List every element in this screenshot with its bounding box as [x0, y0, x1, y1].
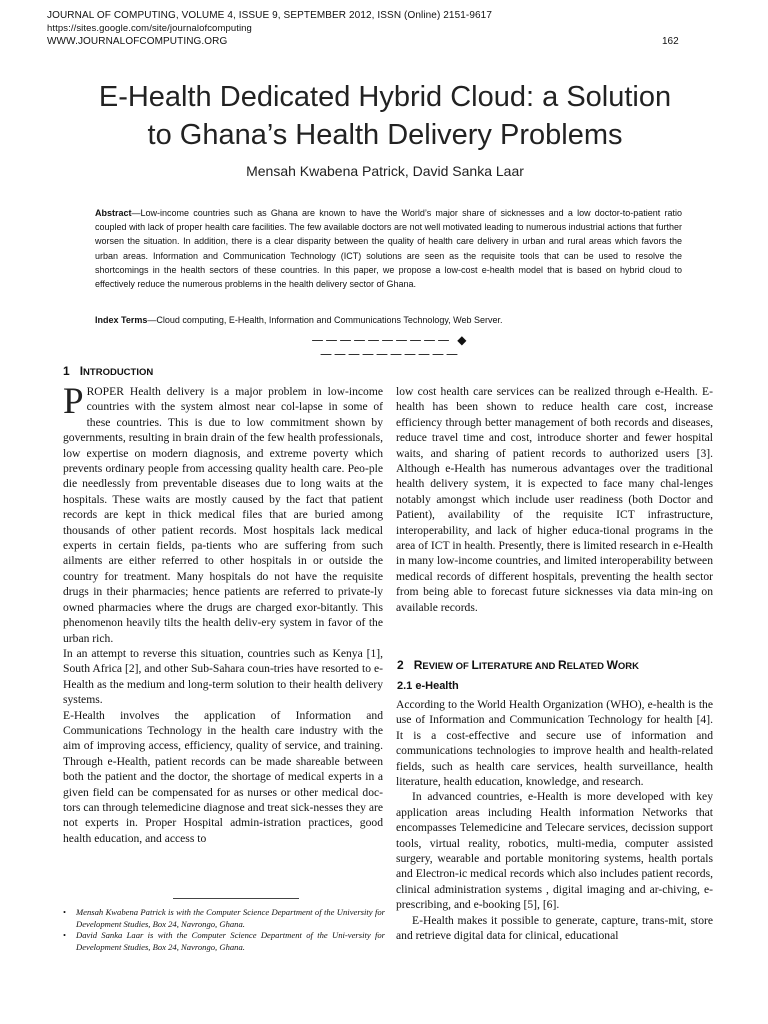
right-column-bottom	[396, 697, 713, 944]
section-2-title-part-6: ELATED	[566, 661, 607, 672]
page-number: 162	[662, 36, 679, 47]
abstract-text: —Low-income countries such as Ghana are known to have the World’s major share of sicknesses and a low doctor-to-patient ratio coupled with lack of proper health care facilities. The few available doctors are not well motivated leading to numerous industrial actions that further worsen the situation. In addition, there is a clear disparity between the quality of health care delivery in urban and rural areas which favors the urban areas. Information and Communication Technology (ICT) solutions are seen as the requisite tools that can be used to resolve the shortcomings in the health sectors of these countries. In this paper, we propose a low-cost e-health model that is based on hybrid cloud to effectively reduce the numerous problems in the health delivery sector of Ghana.	[95, 208, 682, 290]
footnote-rule	[173, 898, 299, 899]
section-1-title-rest: NTRODUCTION	[83, 367, 154, 378]
section-2-number: 2	[397, 658, 404, 672]
section-2-title-l: L	[471, 658, 479, 672]
section-2-title-w: W	[606, 658, 618, 672]
abstract	[95, 206, 682, 291]
section-2-title-r2: R	[557, 658, 567, 672]
review-paragraph-2: In advanced countries, e-Health is more developed with key application areas including Health information Networks that encompasses Telemedicine and Telecare services, decission support tools, virtual reality, robotics, multi-media, computer assisted surgery, wearable and portable monitoring systems, health portals and Electron-ic medical records which also includes patient records, clinical administration systems , digital imaging and ar-chiving, e-prescribing, and e-booking [5], [6].	[396, 790, 713, 912]
section-2-title-r: R	[413, 658, 423, 672]
abstract-label: Abstract	[95, 208, 132, 218]
journal-site-link[interactable]: https://sites.google.com/site/journalofcomputing	[47, 23, 252, 34]
title-line-2: to Ghana’s Health Delivery Problems	[147, 119, 623, 151]
section-1-title-initial: I	[79, 364, 84, 378]
index-terms-label: Index Terms	[95, 315, 148, 325]
section-separator: —————————— ◆ ——————————	[311, 333, 469, 361]
journal-header: JOURNAL OF COMPUTING, VOLUME 4, ISSUE 9, SEPTEMBER 2012, ISSN (Online) 2151-9617	[47, 10, 492, 21]
paper-title	[40, 78, 730, 154]
footnote-item: • David Sanka Laar is with the Computer Science Department of the Uni-versity for Development Studies, Box 24, Navrongo, Ghana.	[63, 930, 385, 953]
intro-paragraph-4: low cost health care services can be realized through e-Health. E-health has been shown to reduce health care cost, increase efficiency through better management of both records and diseases, reduce travel time and cost, introduce shorter and fewer hospital waits, and sharing of patient records to authorized users [3]. Although e-Health has numerous advantages over the traditional health delivery system, it is expected to face many chal-lenges notably amongst which include user readiness (both Doctor and Patient), availability of the requisite ICT infrastructure, interoperability, and lack of higher educa-tional programs in the area of ICT in health. Presently, there is limited research in e-Health in many low-income countries, and limited interoperability between medical records of different hospitals, preventing the health sector from being able to forecast future sicknesses via data min-ing on available records.	[396, 385, 713, 614]
section-2-title-part-2: EVIEW OF	[422, 661, 472, 672]
intro-paragraph-3: E-Health involves the application of Information and Communications Technology in the health care industry with the aim of improving access, efficiency, quality of service, and training. Through e-Health, patient records can be made shareable between both the patient and the doctor, the shortage of medical experts in a given field can be compensated for as nurses or other medical doc-tors can through telemedicine diagnose and treat sick-nesses they are not experts in. Proper Hospital admin-istration practices, good health education, and access to	[63, 708, 383, 845]
author-list: Mensah Kwabena Patrick, David Sanka Laar	[246, 163, 524, 179]
index-terms	[95, 315, 682, 325]
section-1-heading	[63, 364, 153, 378]
section-2-title-part-4: ITERATURE AND	[478, 661, 558, 672]
subsection-2-1-heading: 2.1 e-Health	[397, 680, 459, 692]
journal-www-link[interactable]: WWW.JOURNALOFCOMPUTING.ORG	[47, 36, 228, 47]
review-paragraph-3: E-Health makes it possible to generate, capture, trans-mit, store and retrieve digital data for clinical, educational	[396, 913, 713, 943]
section-2-title-part-8: ORK	[617, 661, 640, 672]
right-column-top	[396, 384, 713, 615]
intro-paragraph-1	[63, 381, 383, 646]
footnotes	[63, 907, 385, 953]
section-1-number: 1	[63, 364, 70, 378]
review-paragraph-1: According to the World Health Organization (WHO), e-health is the use of Information and Communication Technology for health [4]. It is a cost-effective and secure use of information and communications technologies to improve health and health-related fields, such as health care services, health surveillance, health literature, health education, knowledge, and research.	[396, 698, 713, 789]
left-column	[63, 381, 383, 846]
title-line-1: E-Health Dedicated Hybrid Cloud: a Solution	[98, 81, 672, 113]
index-terms-text: —Cloud computing, E-Health, Information and Communications Technology, Web Server.	[147, 315, 503, 325]
intro-paragraph-1-text: ROPER Health delivery is a major problem in low-income countries with the system almost near col-lapse in some of these countries. This is due to low commitment shown by governments, resulting in brain drain of the few health professionals, low expertise on modern diagnosis, and extreme poverty which prevents ordinary people from accessing quality health care. Peo-ple die needlessly from preventable diseases due to long waits at the hospitals. These waits are mostly caused by the fact that patient records are kept in thick medical files that are buried among thousands of other patient records. Most hospitals lack medical experts in certain fields, pa-tients who are suffering from such ailments are either referred to other hospitals in or outside the country for treatment. Many hospitals do not have the requisite drugs in their pharmacies; hence patients are referred to private-ly owned pharmacies where the drugs are charged exor-bitantly. This phenomenon heavily tilts the health deliv-ery system in favor of the urban rich.	[63, 385, 383, 645]
intro-paragraph-2: In an attempt to reverse this situation, countries such as Kenya [1], South Africa [2], and other Sub-Sahara coun-tries have resorted to e-Health as the medium and long-term solution to their health delivery systems.	[63, 646, 383, 707]
section-2-heading	[397, 658, 639, 672]
footnote-item: • Mensah Kwabena Patrick is with the Computer Science Department of the University for Development Studies, Box 24, Navrongo, Ghana.	[63, 907, 385, 930]
drop-cap: P	[63, 381, 84, 422]
